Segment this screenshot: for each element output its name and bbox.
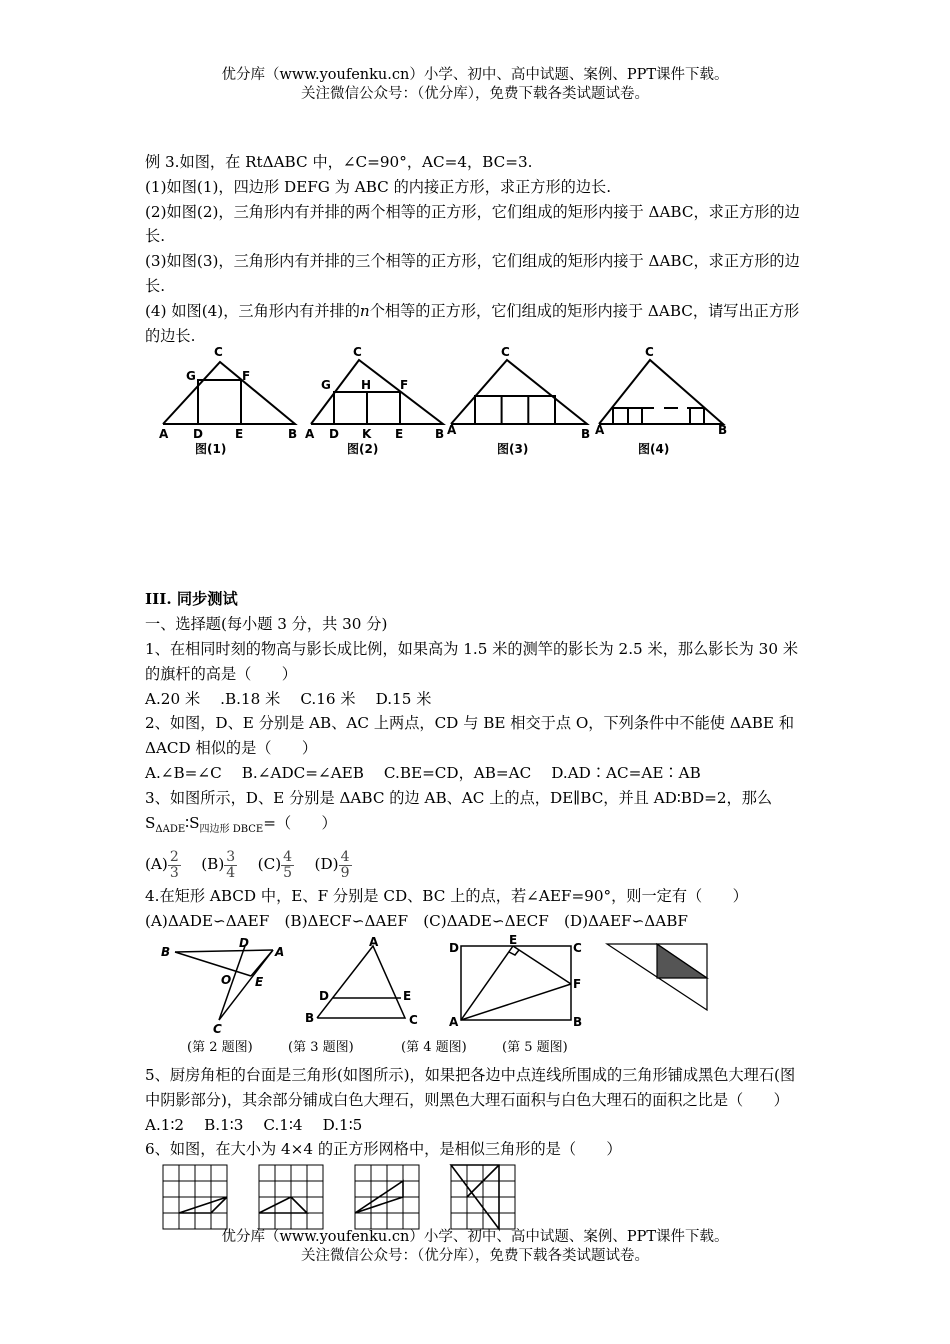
question-1-options: A.20 米 .B.18 米 C.16 米 D.15 米: [145, 689, 432, 708]
page-footer: [0, 1228, 950, 1266]
quiz-captions: [157, 1036, 717, 1060]
svg-text:C: C: [353, 345, 362, 360]
example-figures: [157, 345, 810, 460]
svg-text:E: E: [403, 988, 412, 1003]
svg-text:D: D: [193, 427, 203, 442]
svg-text:E: E: [509, 932, 518, 947]
page-header: [0, 66, 950, 104]
svg-text:B: B: [435, 427, 445, 442]
svg-text:K: K: [362, 427, 372, 442]
figure-1-caption: 图(1): [195, 442, 227, 457]
question-6: 6、如图，在大小为 4×4 的正方形网格中，是相似三角形的是（ ）: [145, 1140, 622, 1159]
svg-text:B: B: [288, 427, 298, 442]
svg-text:C: C: [573, 940, 582, 955]
svg-text:B: B: [718, 423, 728, 438]
footer-line-2: 关注微信公众号：（优分库），免费下载各类试题试卷。: [301, 1248, 649, 1264]
svg-text:D: D: [319, 988, 329, 1003]
question-1: 1、在相同时刻的物高与影长成比例，如果高为 1.5 米的测竿的影长为 2.5 米，那么影长为 30 米的旗杆的高是（ ）: [145, 639, 799, 683]
figure-3-caption: 图(3): [497, 442, 529, 457]
example-q3: (3)如图(3)，三角形内有并排的三个相等的正方形，它们组成的矩形内接于 ΔABC，求正方形的边长.: [145, 252, 800, 295]
svg-text:A: A: [447, 423, 457, 438]
header-line-2: 关注微信公众号：（优分库），免费下载各类试题试卷。: [301, 86, 649, 102]
example-q1: (1)如图(1)，四边形 DEFG 为 ABC 的内接正方形，求正方形的边长.: [145, 177, 612, 196]
svg-text:C: C: [645, 345, 654, 360]
example-intro: 例 3.如图，在 RtΔABC 中，∠C=90°，AC=4，BC=3.: [145, 153, 533, 171]
caption-q5: (第 5 题图): [502, 1039, 568, 1055]
caption-q2: (第 2 题图): [187, 1039, 253, 1055]
figure-2-caption: 图(2): [347, 442, 379, 457]
q6-grid-a: [162, 1164, 232, 1234]
question-5: 5、厨房角柜的台面是三角形(如图所示)，如果把各边中点连线所围成的三角形铺成黑色大理石(图中阴影部分)，其余部分铺成白色大理石，则黑色大理石面积与白色大理石的面积之比是（ ）: [145, 1065, 796, 1109]
svg-text:D: D: [329, 427, 339, 442]
header-line-1: 优分库（www.youfenku.cn）小学、初中、高中试题、案例、PPT课件下载。: [221, 67, 729, 83]
svg-text:E: E: [395, 427, 404, 442]
example-q2: (2)如图(2)，三角形内有并排的两个相等的正方形，它们组成的矩形内接于 ΔABC，求正方形的边长.: [145, 202, 800, 246]
svg-text:O: O: [221, 972, 232, 987]
part-1-title: 一、选择题(每小题 3 分，共 30 分): [145, 615, 388, 634]
fraction-2-3: $\frac{2}{3}$: [169, 848, 179, 881]
question-4: 4.在矩形 ABCD 中，E、F 分别是 CD、BC 上的点，若∠AEF=90°，则一定有（ ）: [145, 887, 748, 906]
figure-1: [157, 345, 302, 460]
svg-text:C: C: [409, 1012, 418, 1027]
svg-text:A: A: [369, 934, 379, 949]
quiz-figures: [157, 932, 810, 1063]
q6-grids: [162, 1164, 810, 1236]
svg-text:A: A: [449, 1014, 459, 1029]
svg-text:F: F: [242, 369, 251, 384]
svg-text:E: E: [255, 974, 264, 989]
question-3-options: (A) $\frac{2}{3}$ (B) $\frac{3}{4}$ (C) $\frac{4}{5}$ (D) $\frac{4}{9}$: [145, 848, 350, 881]
svg-text:A: A: [595, 423, 605, 438]
svg-text:G: G: [321, 378, 331, 393]
figure-2: [305, 345, 452, 460]
svg-text:D: D: [449, 940, 459, 955]
question-3: 3、如图所示，D、E 分别是 ΔABC 的边 AB、AC 上的点，DE∥BC，并且 AD∶BD=2，那么 $S_{\Delta ADE}∶S_{四边形 DBCE}=$（ ）: [145, 788, 773, 835]
svg-text:C: C: [213, 1021, 222, 1036]
q5-figure: [605, 938, 715, 1018]
svg-text:G: G: [186, 369, 196, 384]
svg-text:F: F: [400, 378, 409, 393]
q6-grid-d: [450, 1164, 520, 1234]
question-2-options: A.∠B=∠C B.∠ADC=∠AEB C.BE=CD，AB=AC D.AD∶AC=AE∶AB: [145, 763, 701, 782]
figure-4-caption: 图(4): [638, 442, 670, 457]
n-variable: n: [359, 301, 370, 320]
fraction-4-5: $\frac{4}{5}$: [283, 848, 293, 881]
question-4-options: (A)ΔADE∽ΔAEF (B)ΔECF∽ΔAEF (C)ΔADE∽ΔECF (D)ΔAEF∽ΔABF: [145, 912, 688, 931]
fraction-4-9: $\frac{4}{9}$: [340, 848, 350, 881]
svg-text:E: E: [235, 427, 244, 442]
svg-text:B: B: [305, 1010, 315, 1025]
question-5-options: A.1∶2 B.1∶3 C.1∶4 D.1∶5: [145, 1115, 363, 1134]
q6-grid-b: [258, 1164, 328, 1234]
svg-text:A: A: [275, 944, 285, 959]
page-content: [145, 150, 810, 1236]
svg-text:F: F: [573, 976, 582, 991]
figure-4: [595, 345, 747, 460]
svg-text:D: D: [239, 935, 249, 950]
q4-figure: [449, 932, 589, 1038]
example-q4: (4) 如图(4)，三角形内有并排的n个相等的正方形，它们组成的矩形内接于 ΔABC，请写出正方形的边长.: [145, 301, 800, 345]
svg-text:A: A: [305, 427, 315, 442]
fraction-3-4: $\frac{3}{4}$: [226, 848, 236, 881]
q2-figure: [159, 935, 289, 1038]
svg-text:B: B: [573, 1014, 583, 1029]
caption-q3: (第 3 题图): [288, 1039, 354, 1055]
figure-3: [447, 345, 599, 460]
svg-text:B: B: [581, 427, 591, 442]
q6-grid-c: [354, 1164, 424, 1234]
svg-text:C: C: [214, 345, 223, 360]
footer-line-1: 优分库（www.youfenku.cn）小学、初中、高中试题、案例、PPT课件下载。: [221, 1229, 729, 1245]
question-2: 2、如图，D、E 分别是 AB、AC 上两点，CD 与 BE 相交于点 O，下列条件中不能使 ΔABE 和 ΔACD 相似的是（ ）: [145, 714, 795, 758]
svg-text:B: B: [161, 944, 171, 959]
svg-text:A: A: [159, 427, 169, 442]
svg-text:H: H: [361, 378, 372, 393]
caption-q4: (第 4 题图): [401, 1039, 467, 1055]
svg-text:C: C: [501, 345, 510, 360]
section-title: III. 同步测试: [145, 590, 238, 609]
q3-figure: [305, 934, 425, 1038]
